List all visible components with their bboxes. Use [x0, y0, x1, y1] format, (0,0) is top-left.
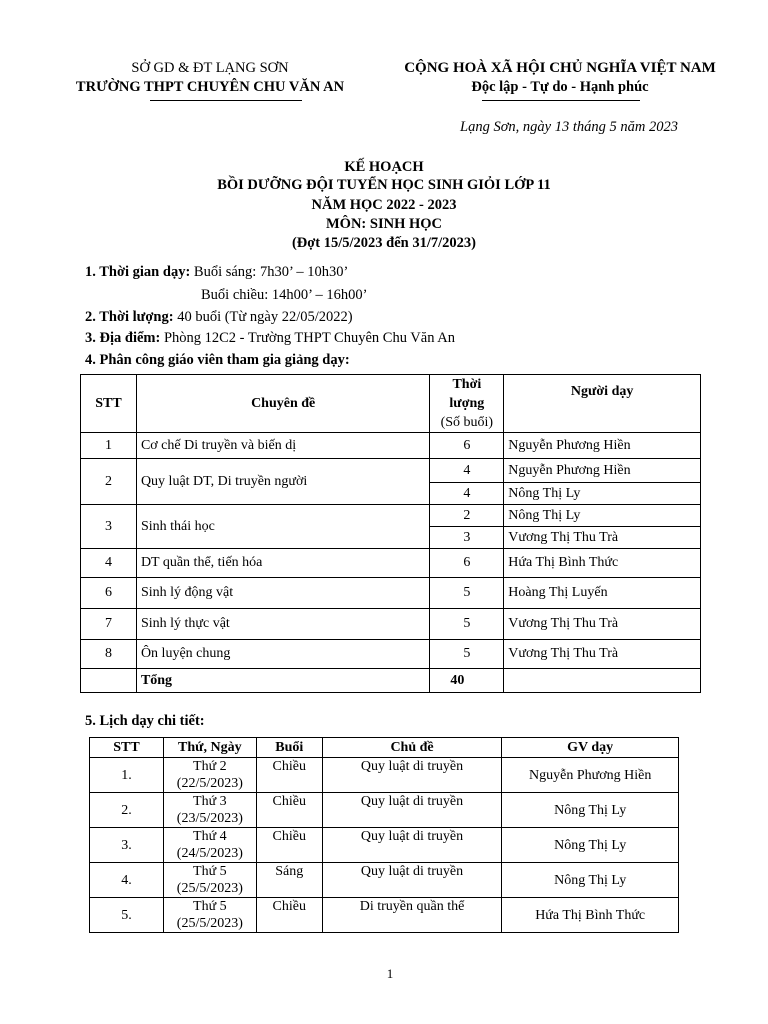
table-row: [81, 433, 701, 459]
item-time-afternoon: Buổi chiều: 14h00’ – 16h00’: [201, 287, 368, 303]
table-row: [81, 578, 701, 609]
assign-cell-stt: 4: [81, 549, 137, 578]
assign-cell-duration: 6: [430, 549, 504, 578]
item-time-label: 1. Thời gian dạy:: [85, 264, 191, 280]
schedule-cell-topic: Quy luật di truyền: [322, 828, 502, 863]
assign-header-teacher: Người dạy: [504, 375, 701, 433]
schedule-header-stt: STT: [90, 738, 164, 758]
schedule-header-day: Thứ, Ngày: [163, 738, 256, 758]
schedule-cell-session: Chiều: [256, 828, 322, 863]
assign-total-label: Tổng: [136, 669, 429, 693]
subject: MÔN: SINH HỌC: [326, 216, 442, 232]
assign-cell-teacher: Vương Thị Thu Trà: [504, 609, 701, 640]
schedule-table: [89, 737, 679, 933]
assign-cell-topic: Sinh thái học: [136, 505, 429, 549]
assign-cell-teacher: Hoàng Thị Luyến: [504, 578, 701, 609]
schedule-cell-session: Chiều: [256, 793, 322, 828]
assign-cell-teacher: Vương Thị Thu Trà: [504, 527, 701, 549]
assign-cell-duration: 6: [430, 433, 504, 459]
assign-header-duration-2: lượng: [449, 396, 485, 411]
table-row: [81, 640, 701, 669]
assign-header-duration-1: Thời: [452, 377, 482, 392]
assign-cell-teacher: Nông Thị Ly: [504, 505, 701, 527]
table-row: [90, 793, 679, 828]
schedule-day-date: (24/5/2023): [176, 846, 243, 861]
total-row: [81, 669, 701, 693]
item-duration-label: 2. Thời lượng:: [85, 309, 174, 325]
schedule-cell-day: [163, 828, 256, 863]
schedule-cell-teacher: Hứa Thị Bình Thức: [502, 898, 679, 933]
schedule-day-name: Thứ 5: [193, 864, 227, 879]
table-row: [81, 459, 701, 483]
assign-cell-duration: 5: [430, 609, 504, 640]
table-row: [90, 758, 679, 793]
assign-cell-duration: 3: [430, 527, 504, 549]
item-duration: [85, 309, 353, 326]
item-duration-value: 40 buổi (Từ ngày 22/05/2022): [173, 309, 353, 325]
schedule-cell-teacher: Nông Thị Ly: [502, 863, 679, 898]
doc-title: KẾ HOẠCH: [344, 159, 424, 175]
assign-cell-teacher: Hứa Thị Bình Thức: [504, 549, 701, 578]
assign-cell-stt: 3: [81, 505, 137, 549]
assign-header-topic: Chuyên đề: [136, 375, 429, 433]
assign-cell-teacher: Vương Thị Thu Trà: [504, 640, 701, 669]
item-schedule: 5. Lịch dạy chi tiết:: [85, 713, 205, 729]
table-row: [90, 828, 679, 863]
schedule-cell-topic: Quy luật di truyền: [322, 793, 502, 828]
document-date: Lạng Sơn, ngày 13 tháng 5 năm 2023: [460, 119, 678, 135]
assign-cell-teacher: Nguyễn Phương Hiền: [504, 433, 701, 459]
assignment-table: [80, 374, 701, 693]
page-number: 1: [386, 966, 394, 981]
schedule-header-session: Buổi: [256, 738, 322, 758]
schedule-cell-day: [163, 793, 256, 828]
assign-cell-topic: Quy luật DT, Di truyền người: [136, 459, 429, 505]
schedule-cell-topic: Quy luật di truyền: [322, 758, 502, 793]
assign-cell-duration: 4: [430, 483, 504, 505]
schedule-cell-teacher: Nông Thị Ly: [502, 793, 679, 828]
country-name: CỘNG HOÀ XÃ HỘI CHỦ NGHĨA VIỆT NAM: [404, 60, 716, 76]
schedule-day-date: (25/5/2023): [176, 881, 243, 896]
item-location-value: Phòng 12C2 - Trường THPT Chuyên Chu Văn An: [160, 330, 456, 346]
assign-header-stt: STT: [81, 375, 137, 433]
assign-cell-topic: Sinh lý động vật: [136, 578, 429, 609]
assign-cell-stt: 2: [81, 459, 137, 505]
schedule-day-date: (25/5/2023): [176, 916, 243, 931]
schedule-day-date: (22/5/2023): [176, 776, 243, 791]
schedule-cell-session: Chiều: [256, 758, 322, 793]
assign-total-value: 40: [430, 669, 504, 693]
schedule-cell-stt: 1.: [90, 758, 164, 793]
assign-header-duration-3: (Số buổi): [440, 415, 494, 430]
item-assignment: 4. Phân công giáo viên tham gia giảng dạy:: [85, 352, 350, 368]
schedule-cell-stt: 5.: [90, 898, 164, 933]
table-row: [90, 863, 679, 898]
department-name: SỞ GD & ĐT LẠNG SƠN: [131, 60, 289, 76]
schedule-day-name: Thứ 4: [193, 829, 227, 844]
schedule-cell-stt: 2.: [90, 793, 164, 828]
schedule-cell-day: [163, 898, 256, 933]
school-underline: [150, 100, 302, 101]
motto-underline: [482, 100, 640, 101]
assign-cell-stt: 8: [81, 640, 137, 669]
assign-cell-topic: Sinh lý thực vật: [136, 609, 429, 640]
schedule-day-name: Thứ 3: [193, 794, 227, 809]
table-row: [90, 898, 679, 933]
assign-cell-teacher: Nông Thị Ly: [504, 483, 701, 505]
assign-cell-duration: 4: [430, 459, 504, 483]
school-name: TRƯỜNG THPT CHUYÊN CHU VĂN AN: [75, 79, 345, 95]
assign-cell-stt: 7: [81, 609, 137, 640]
assign-header-duration: [430, 375, 504, 433]
item-location: [85, 330, 455, 347]
period: (Đợt 15/5/2023 đến 31/7/2023): [291, 235, 477, 251]
assign-cell-stt: 1: [81, 433, 137, 459]
assign-cell-duration: 5: [430, 578, 504, 609]
table-row: [81, 505, 701, 527]
assign-cell-topic: Ôn luyện chung: [136, 640, 429, 669]
item-location-label: 3. Địa điểm:: [85, 330, 161, 346]
item-time-morning: Buổi sáng: 7h30’ – 10h30’: [190, 264, 349, 280]
assign-cell-topic: Cơ chế Di truyền và biến dị: [136, 433, 429, 459]
assign-cell-topic: DT quần thể, tiến hóa: [136, 549, 429, 578]
schedule-cell-teacher: Nông Thị Ly: [502, 828, 679, 863]
schedule-cell-stt: 4.: [90, 863, 164, 898]
table-row: [81, 549, 701, 578]
schedule-cell-topic: Quy luật di truyền: [322, 863, 502, 898]
table-row: [81, 609, 701, 640]
schedule-cell-stt: 3.: [90, 828, 164, 863]
schedule-cell-session: Chiều: [256, 898, 322, 933]
assign-total-empty: [504, 669, 701, 693]
schedule-header-topic: Chủ đề: [322, 738, 502, 758]
doc-subtitle: BỒI DƯỠNG ĐỘI TUYỂN HỌC SINH GIỎI LỚP 11: [217, 177, 551, 193]
schedule-cell-topic: Di truyền quần thể: [322, 898, 502, 933]
assign-cell-duration: 2: [430, 505, 504, 527]
schedule-cell-day: [163, 863, 256, 898]
motto: Độc lập - Tự do - Hạnh phúc: [471, 79, 649, 95]
assign-total-empty: [81, 669, 137, 693]
schedule-day-name: Thứ 2: [193, 759, 227, 774]
assign-cell-stt: 6: [81, 578, 137, 609]
item-time: [85, 264, 348, 281]
school-year: NĂM HỌC 2022 - 2023: [311, 197, 457, 213]
assign-cell-duration: 5: [430, 640, 504, 669]
schedule-day-name: Thứ 5: [193, 899, 227, 914]
schedule-cell-day: [163, 758, 256, 793]
schedule-cell-session: Sáng: [256, 863, 322, 898]
schedule-cell-teacher: Nguyễn Phương Hiền: [502, 758, 679, 793]
schedule-day-date: (23/5/2023): [176, 811, 243, 826]
assign-cell-teacher: Nguyễn Phương Hiền: [504, 459, 701, 483]
schedule-header-teacher: GV dạy: [502, 738, 679, 758]
